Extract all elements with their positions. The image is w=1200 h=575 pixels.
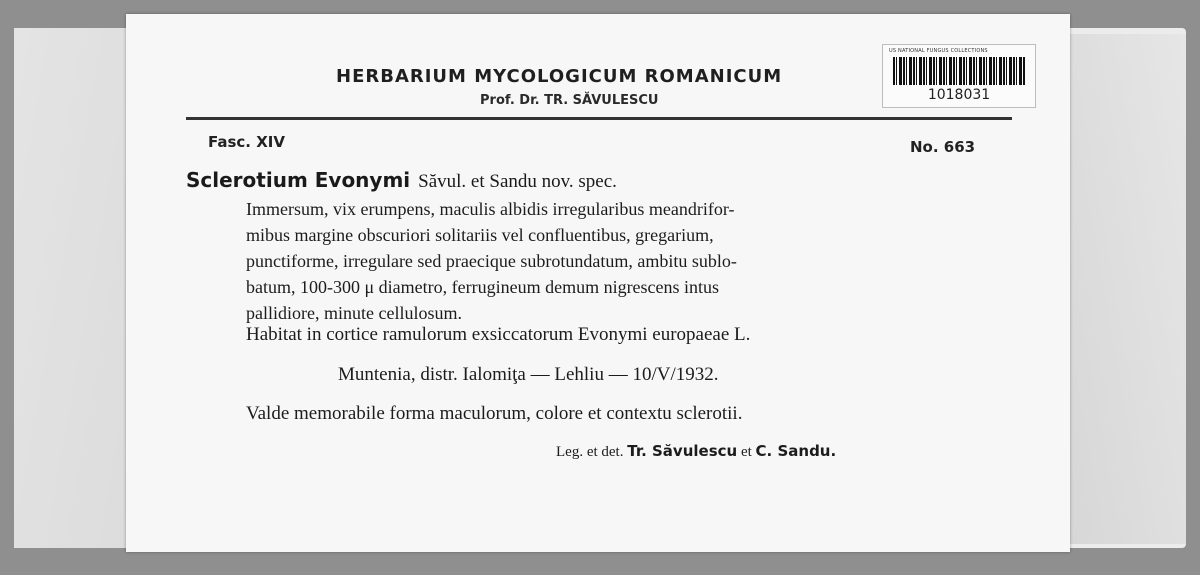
collector-line	[556, 442, 836, 461]
herbarium-subtitle: Prof. Dr. TR. SĂVULESCU	[480, 93, 659, 108]
description-line: Immersum, vix erumpens, maculis albidis irregularibus meandrifor-	[246, 199, 735, 219]
habitat: Habitat in cortice ramulorum exsiccatorum Evonymi europaeae L.	[246, 324, 751, 345]
barcode-institution: US NATIONAL FUNGUS COLLECTIONS	[889, 48, 988, 54]
barcode-label	[882, 44, 1036, 108]
collector-joiner: et	[740, 444, 752, 460]
species-authority: Săvul. et Sandu nov. spec.	[418, 171, 617, 192]
barcode-number: 1018031	[927, 87, 991, 103]
barcode-icon	[893, 57, 1025, 85]
herbarium-title: HERBARIUM MYCOLOGICUM ROMANICUM	[336, 66, 783, 87]
species-name: Sclerotium Evonymi	[186, 168, 411, 192]
collector-prefix: Leg. et det.	[556, 444, 624, 460]
header-rule	[186, 117, 1012, 120]
description-line: pallidiore, minute cellulosum.	[246, 303, 462, 323]
envelope-flap-right	[1060, 34, 1186, 544]
description	[246, 196, 1022, 326]
collector-person-1: Tr. Săvulescu	[627, 442, 738, 460]
species-line	[186, 168, 617, 193]
envelope-flap-left	[14, 28, 134, 548]
note: Valde memorabile forma maculorum, colore et contextu sclerotii.	[246, 403, 743, 424]
description-line: batum, 100-300 μ diametro, ferrugineum demum nigrescens intus	[246, 277, 720, 297]
description-line: punctiforme, irregulare sed praecique subrotundatum, ambitu sublo-	[246, 251, 737, 271]
collector-person-2: C. Sandu.	[755, 442, 837, 460]
locality: Muntenia, distr. Ialomiţa — Lehliu — 10/V/1932.	[338, 364, 719, 385]
specimen-number: No. 663	[910, 138, 976, 156]
fascicle: Fasc. XIV	[208, 133, 285, 151]
description-line: mibus margine obscuriori solitariis vel confluentibus, gregarium,	[246, 225, 714, 245]
